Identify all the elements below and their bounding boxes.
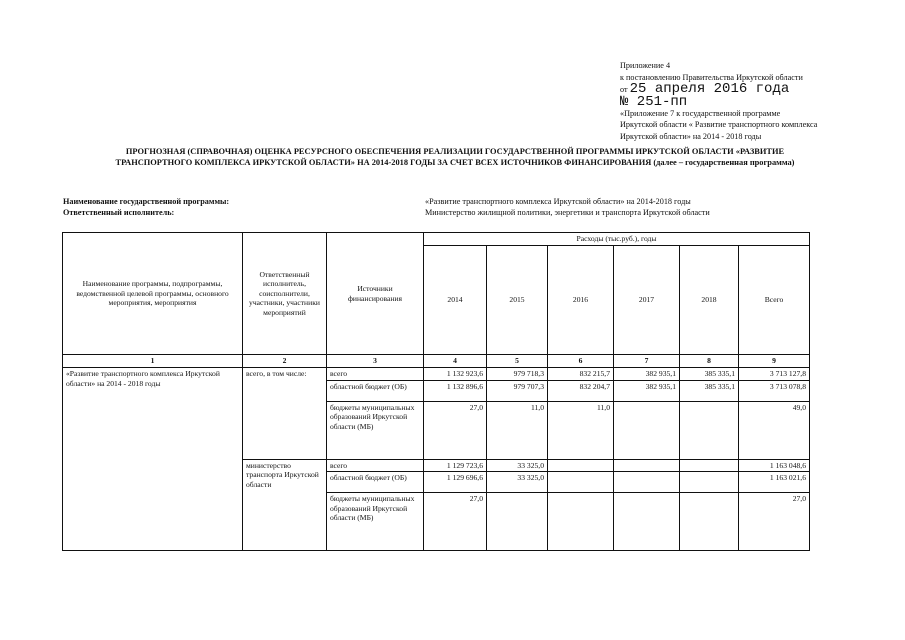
header-year: 2016 (548, 246, 614, 355)
appendix-line: Иркутской области « Развитие транспортного комплекса (620, 120, 818, 129)
value-cell: 1 163 021,6 (739, 472, 810, 493)
number-stamp: № 251-пп (620, 93, 688, 110)
program-name-cell: «Развитие транспортного комплекса Иркутской области» на 2014 - 2018 годы (63, 368, 243, 551)
value-cell: 832 204,7 (548, 380, 614, 401)
value-cell (680, 472, 739, 493)
col-number: 3 (327, 355, 424, 368)
col-number: 5 (487, 355, 548, 368)
value-cell (614, 401, 680, 459)
header-year: 2015 (487, 246, 548, 355)
value-cell: 33 325,0 (487, 472, 548, 493)
header-year: 2017 (614, 246, 680, 355)
value-cell (680, 401, 739, 459)
value-cell (548, 459, 614, 472)
title-line: ТРАНСПОРТНОГО КОМПЛЕКСА ИРКУТСКОЙ ОБЛАСТИ» НА 2014-2018 ГОДЫ ЗА СЧЕТ ВСЕХ ИСТОЧНИКОВ ФИНАНСИРОВАНИЯ (далее – государственная программа) (115, 158, 795, 167)
col-number: 9 (739, 355, 810, 368)
program-label: Наименование государственной программы: (63, 197, 230, 206)
col-number: 7 (614, 355, 680, 368)
executor-value: Министерство жилищной политики, энергетики и транспорта Иркутской области (425, 208, 710, 217)
value-cell (614, 459, 680, 472)
value-cell (614, 472, 680, 493)
executor-cell: всего, в том числе: (243, 368, 327, 460)
value-cell (680, 459, 739, 472)
date-prefix: от (620, 85, 628, 94)
value-cell (680, 493, 739, 551)
col-number: 4 (424, 355, 487, 368)
source-cell: бюджеты муниципальных образований Иркутской области (МБ) (327, 401, 424, 459)
source-cell: всего (327, 459, 424, 472)
value-cell: 3 713 078,8 (739, 380, 810, 401)
col-number: 1 (63, 355, 243, 368)
value-cell (548, 472, 614, 493)
header-total: Всего (739, 246, 810, 355)
value-cell: 1 132 923,6 (424, 368, 487, 381)
table-row (63, 368, 810, 381)
title-line: ПРОГНОЗНАЯ (СПРАВОЧНАЯ) ОЦЕНКА РЕСУРСНОГО ОБЕСПЕЧЕНИЯ РЕАЛИЗАЦИИ ГОСУДАРСТВЕННОЙ ПРОГРАММЫ ИРКУТСКОЙ ОБЛАСТИ «РАЗВИТИЕ (125, 147, 785, 156)
value-cell: 832 215,7 (548, 368, 614, 381)
header-expenses: Расходы (тыс.руб.), годы (424, 233, 810, 246)
col-number: 8 (680, 355, 739, 368)
value-cell: 1 129 723,6 (424, 459, 487, 472)
executor-cell: министерство транспорта Иркутской области (243, 459, 327, 551)
value-cell: 979 718,3 (487, 368, 548, 381)
value-cell: 979 707,3 (487, 380, 548, 401)
header-year: 2014 (424, 246, 487, 355)
appendix-line: Приложение 4 (620, 61, 671, 70)
value-cell: 1 132 896,6 (424, 380, 487, 401)
value-cell: 1 163 048,6 (739, 459, 810, 472)
value-cell: 382 935,1 (614, 380, 680, 401)
header-source: Источники финансирования (327, 233, 424, 355)
source-cell: бюджеты муниципальных образований Иркутской области (МБ) (327, 493, 424, 551)
value-cell: 33 325,0 (487, 459, 548, 472)
value-cell: 385 335,1 (680, 380, 739, 401)
header-name: Наименование программы, подпрограммы, ведомственной целевой программы, основного мероприятия, мероприятия (63, 233, 243, 355)
document-title (70, 146, 840, 168)
value-cell: 27,0 (739, 493, 810, 551)
appendix-line: «Приложение 7 к государственной программе (620, 108, 781, 118)
source-cell: областной бюджет (ОБ) (327, 380, 424, 401)
program-value: «Развитие транспортного комплекса Иркутской области» на 2014-2018 годы (425, 197, 691, 206)
value-cell: 49,0 (739, 401, 810, 459)
header-year: 2018 (680, 246, 739, 355)
value-cell (614, 493, 680, 551)
value-cell: 27,0 (424, 401, 487, 459)
source-cell: областной бюджет (ОБ) (327, 472, 424, 493)
value-cell: 382 935,1 (614, 368, 680, 381)
date-stamp: 25 апреля 2016 года (629, 81, 790, 97)
col-number: 2 (243, 355, 327, 368)
funding-table (62, 232, 810, 551)
value-cell: 11,0 (548, 401, 614, 459)
header-executor: Ответственный исполнитель, соисполнители, участники, участники мероприятий (243, 233, 327, 355)
value-cell: 3 713 127,8 (739, 368, 810, 381)
appendix-line: к постановлению Правительства Иркутской области (620, 72, 803, 82)
appendix-line: Иркутской области» на 2014 - 2018 годы (620, 131, 762, 141)
appendix-block (620, 60, 817, 142)
value-cell: 27,0 (424, 493, 487, 551)
value-cell (487, 493, 548, 551)
value-cell: 11,0 (487, 401, 548, 459)
value-cell: 1 129 696,6 (424, 472, 487, 493)
col-number: 6 (548, 355, 614, 368)
value-cell: 385 335,1 (680, 368, 739, 381)
value-cell (548, 493, 614, 551)
executor-label: Ответственный исполнитель: (63, 208, 175, 217)
source-cell: всего (327, 368, 424, 381)
